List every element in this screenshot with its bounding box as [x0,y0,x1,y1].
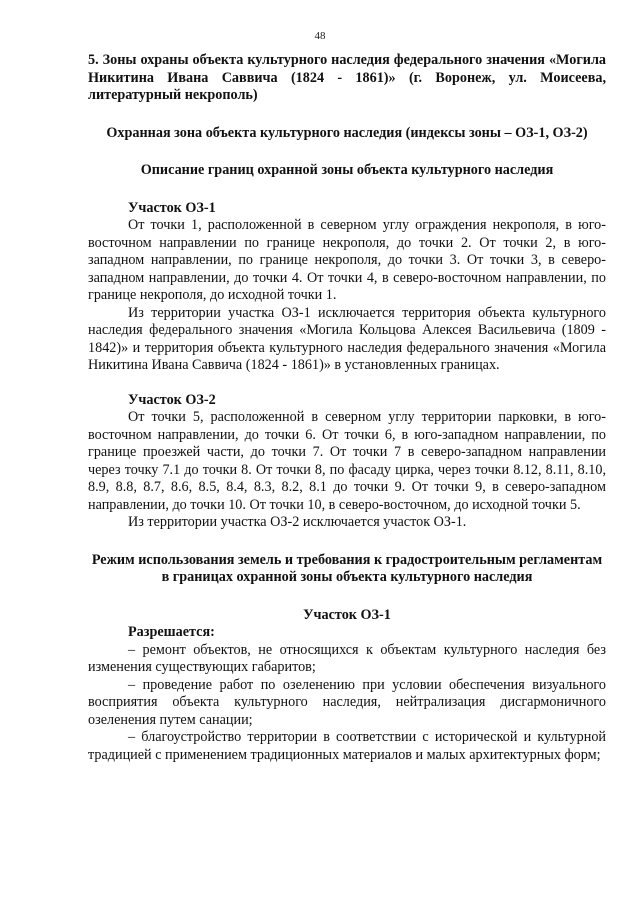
regime-oz1-title: Участок ОЗ-1 [303,606,391,623]
oz1-paragraph-1: От точки 1, расположенной в северном углу ограждения некрополя, в юго-восточном направлении по границе некрополя, до точки 2. От точки 2, в юго-западном направлении, по границе некрополя, до точки 3. От точки 3, в северо-западном направлении, до точки 4. От точки 4, в северо-восточном направлении, по границе некрополя, до исходной точки 1. [88,217,606,303]
document-body [88,52,606,764]
oz2-paragraph-1: От точки 5, расположенной в северном углу территории парковки, в юго-восточном направлении, до точки 6. От точки 6, в юго-западном направлении, по границе проезжей части, до точки 7. От точки 7 в северо-западном направлении через точку 7.1 до точки 8. От точки 8, по фасаду цирка, через точки 8.12, 8.11, 8.10, 8.9, 8.8, 8.7, 8.6, 8.5, 8.4, 8.3, 8.2, 8.1 до точки 9. От точки 9, в северо-западном направлении, до точки 10. От точки 10, в северо-восточном, до исходной точки 5. [88,409,606,513]
regime-title: Режим использования земель и требования к градостроительным регламентам в границах охранной зоны объекта культурного наследия [91,551,603,585]
allowed-item-2: – проведение работ по озеленению при условии обеспечения визуального восприятия объекта культурного наследия, нейтрализация дисгармоничного озеленения путем санации; [88,676,606,728]
allowed-item-3: – благоустройство территории в соответствии с исторической и культурной традицией с применением традиционных материалов и малых архитектурных форм; [88,729,606,763]
oz1-title: Участок ОЗ-1 [128,199,216,216]
oz2-title: Участок ОЗ-2 [128,391,216,408]
allowed-label: Разрешается: [128,624,215,640]
page-number: 48 [314,30,326,42]
oz1-paragraph-2: Из территории участка ОЗ-1 исключается территория объекта культурного наследия федерального значения «Могила Кольцова Алексея Васильевича (1809 - 1842)» и территория объекта культурного наследия федерального значения «Могила Никитина Ивана Саввича (1824 - 1861)» в установленных границах. [88,304,606,373]
section-heading: 5. Зоны охраны объекта культурного наследия федерального значения «Могила Никитина Ивана Саввича (1824 - 1861)» (г. Воронеж, ул. Моисеева, литературный некрополь) [88,52,606,103]
borders-title: Описание границ охранной зоны объекта культурного наследия [140,162,554,178]
oz2-paragraph-2: Из территории участка ОЗ-2 исключается участок ОЗ-1. [128,514,467,530]
zone-title: Охранная зона объекта культурного наследия (индексы зоны – ОЗ-1, ОЗ-2) [106,124,588,141]
allowed-item-1: – ремонт объектов, не относящихся к объектам культурного наследия без изменения существующих габаритов; [88,641,606,675]
